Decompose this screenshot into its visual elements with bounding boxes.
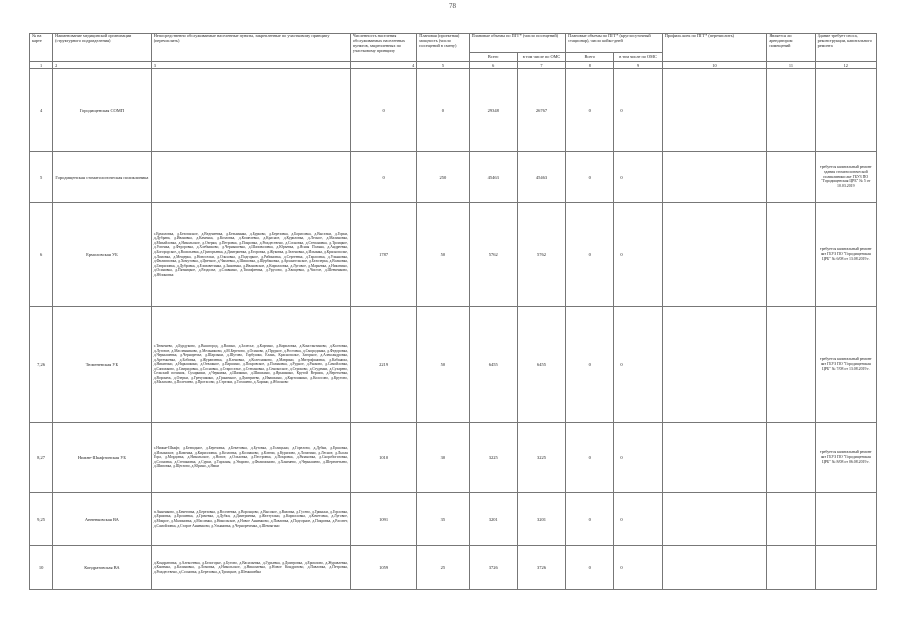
row-number: 7,26 bbox=[30, 307, 53, 423]
population-value: 1787 bbox=[350, 203, 416, 307]
served-points: с.Тюменево, д.Бурдуково, д.Вышгород, д.Васино, д.Залесье, д.Каргино, д.Кириловка, д.Константиново, д.Колтовка, д.Луговое, д.Масленниково, д.Мельниково, д.М.Березово, д.Осиново, д.Прудное, д.Ростовка, д.Смородинка, д.Федоровка, д.Чернышевка, д.Черноречье, д.Шарлыки, д.Шутово, Горбушки, Елань, Краснополье, Загорное, д.Александровка, д.Артемьевка, д.Бобовка, д.Журавлевка, д.Кленовка, д.Колесниково, д.Маврино, д.Митрофановка, д.Кабаниха, д.Никитино, д.Нарышкино, д.Отважное, д.Паршино, д.Покровское, д.Поляковка, д.Рудное, д.Рыжово, д.Самойловка, д.Сапожково, д.Свиридовка, д.Сосновка, д.Староселье, д.Степановка, д.Сенокосное, д.Строково, д.Студенки, д.Сухарево, Сельский починок, Сухарники, д.Чернявка, д.Шапкино, д.Шишкино, д.Ярышкино, Крутой Вершок, д.Веретьевка, д.Воронеж, д.Озерки, д.Гречушкино, д.Граничное, д.Дмитриево, д.Ивашкино, д.Картошкино, д.Колосово, д.Крутово, д.Малахово, д.Полетаево, д.Протасово, д.Стрелки, д.Тогашево, д.Харино, д.Яблоново bbox=[151, 307, 350, 423]
inpatient-oms-value: 0 bbox=[614, 423, 662, 493]
column-number: 1 bbox=[30, 62, 53, 69]
column-number: 10 bbox=[662, 62, 767, 69]
repair-note bbox=[815, 493, 876, 546]
profile-value bbox=[662, 307, 767, 423]
capacity-value: 30 bbox=[417, 423, 469, 493]
column-number: 2 bbox=[53, 62, 152, 69]
volume-oms-value: 6455 bbox=[517, 307, 565, 423]
served-points: п.Анненково, д.Бекетовка, д.Березовка, д.Волчеевка, д.Воронцово, д.Высокое, д.Вязовка, д.Гусево, д.Гриньки, д.Горловка, д.Ершовка, д.Ерошевка, д.Грачевка, д.Дубки, д.Дмитриевка, д.Желтухино, д.Кирилловка, д.Кочетовка, д.Луговое, д.Мокрое, д.Малиновка, д.Масленка, д.Никольское, д.Новое Анненково, д.Павловка, д.Подгорное, д.Покровка, д.Рассвет, д.Самойловка, д.Старое Анненково, д.Ульяновка, д.Чернореченка, д.Шевлягино bbox=[151, 493, 350, 546]
row-number: 5 bbox=[30, 152, 53, 203]
profile-value bbox=[662, 493, 767, 546]
arrears-value bbox=[767, 69, 815, 152]
profile-value bbox=[662, 69, 767, 152]
row-number: 10 bbox=[30, 546, 53, 590]
repair-note: требуется капитальный ремонт акт ГБУЗ ПО "Городищенская ЦРБ" № 6/08 от 13.08.2019 г. bbox=[815, 203, 876, 307]
header-arrears: Является ли арендатором помещений bbox=[767, 34, 815, 62]
table-row bbox=[30, 203, 877, 307]
repair-note: требуется капитальный ремонт здания стоматологической поликлиники акт ГБУЗ ПО "Городищенская ЦРБ" № 5 от 10.03.2019 bbox=[815, 152, 876, 203]
header-profile: Профиль коек по ПГГ* (перечислить) bbox=[662, 34, 767, 62]
volume-total-value: 29348 bbox=[469, 69, 517, 152]
header-num: № на карте bbox=[30, 34, 53, 62]
volume-oms-value: 3201 bbox=[517, 493, 565, 546]
org-name: Тюменевская УБ bbox=[53, 307, 152, 423]
header-capacity: Плановая (проектная) мощность (число посещений в смену) bbox=[417, 34, 469, 62]
profile-value bbox=[662, 546, 767, 590]
table-row bbox=[30, 307, 877, 423]
table-row bbox=[30, 69, 877, 152]
volume-total-value: 6455 bbox=[469, 307, 517, 423]
repair-note: требуется капитальный ремонт акт ГБУЗ ПО "Городищенская ЦРБ" № 8/08 от 06.08.2019 г. bbox=[815, 423, 876, 493]
column-number: 3 bbox=[151, 62, 350, 69]
arrears-value bbox=[767, 152, 815, 203]
capacity-value: 25 bbox=[417, 546, 469, 590]
header-inpatient-total: Всего bbox=[566, 53, 614, 62]
served-points bbox=[151, 152, 350, 203]
column-number: 8 bbox=[566, 62, 614, 69]
column-number: 7 bbox=[517, 62, 565, 69]
inpatient-oms-value: 0 bbox=[614, 493, 662, 546]
volume-total-value: 45463 bbox=[469, 152, 517, 203]
population-value: 0 bbox=[350, 69, 416, 152]
org-name: Городищенская стоматологическая поликлиника bbox=[53, 152, 152, 203]
page-number: 78 bbox=[449, 2, 456, 10]
inpatient-total-value: 0 bbox=[566, 493, 614, 546]
row-number: 4 bbox=[30, 69, 53, 152]
volume-total-value: 3225 bbox=[469, 423, 517, 493]
arrears-value bbox=[767, 493, 815, 546]
header-org: Наименование медицинской организации (структурного подразделения) bbox=[53, 34, 152, 62]
inpatient-total-value: 0 bbox=[566, 307, 614, 423]
column-number: 9 bbox=[614, 62, 662, 69]
volume-total-value: 5762 bbox=[469, 203, 517, 307]
row-number: 8,27 bbox=[30, 423, 53, 493]
profile-value bbox=[662, 152, 767, 203]
header-volumes-oms: в том числе по ОМС bbox=[517, 53, 565, 62]
capacity-value: 35 bbox=[417, 493, 469, 546]
header-volumes-total: Всего bbox=[469, 53, 517, 62]
arrears-value bbox=[767, 423, 815, 493]
served-points: д.Кондратовка, д.Алексеевка, д.Белогорье, д.Бутово, д.Васильевка, д.Гурьевка, д.Дмитровка, д.Ермолово, д.Журавлевка, д.Каменка, д.Калиновка, д.Ломовка, д.Никольское, д.Николаевка, д.Новое Кондратово, д.Павловка, д.Петровка, д.Рождествено, д.Сосновка, д.Березовка, д.Троицкое, д.Шемышейка bbox=[151, 546, 350, 590]
inpatient-total-value: 0 bbox=[566, 423, 614, 493]
org-name: Ермоловская УБ bbox=[53, 203, 152, 307]
population-value: 2219 bbox=[350, 307, 416, 423]
header-inpatient-oms: в том числе по ОМС bbox=[614, 53, 662, 62]
inpatient-total-value: 0 bbox=[566, 152, 614, 203]
column-number: 4 bbox=[350, 62, 416, 69]
repair-note: требуется капитальный ремонт акт ГБУЗ ПО "Городищенская ЦРБ" № 7/08 от 13.08.2019 г. bbox=[815, 307, 876, 423]
column-number: 12 bbox=[815, 62, 876, 69]
served-points bbox=[151, 69, 350, 152]
volume-oms-value: 3726 bbox=[517, 546, 565, 590]
inpatient-oms-value: 0 bbox=[614, 307, 662, 423]
volume-oms-value: 3225 bbox=[517, 423, 565, 493]
volume-oms-value: 5762 bbox=[517, 203, 565, 307]
row-number: 9,25 bbox=[30, 493, 53, 546]
inpatient-oms-value: 0 bbox=[614, 69, 662, 152]
table-row bbox=[30, 546, 877, 590]
inpatient-total-value: 0 bbox=[566, 203, 614, 307]
arrears-value bbox=[767, 307, 815, 423]
header-points: Непосредственно обслуживаемые населенные пункты, закрепленные по участковому принципу (перечислить) bbox=[151, 34, 350, 62]
header-population: Численность населения обслуживаемых населенных пунктов, закрепленных по участковому принципу bbox=[350, 34, 416, 62]
org-name: Городищенская СОМП bbox=[53, 69, 152, 152]
population-value: 1010 bbox=[350, 423, 416, 493]
profile-value bbox=[662, 423, 767, 493]
served-points: с.Нижне-Шкафт, д.Безводное, д.Березовка, д.Бекетовка, д.Бутовка, д.Голицыно, д.Горелово, д.Дубки, д.Ершовка, д.Ильинское, д.Каменка, д.Кирилловка, д.Козловка, д.Колпаково, д.Ключи, д.Курилово, д.Лопатино, д.Лесное, д.Лысая Гора, д.Мордовка, д.Никольское, д.Новое, д.Ольховка, д.Пестровка, д.Покровка, д.Рязановка, д.Скоробогатовка, д.Сосновка, д.Степановка, д.Сурки, д.Тарханы, д.Уварово, д.Филимоново, д.Ханенево, д.Чернышево, д.Шереметьево, д.Шиповка, д.Щеглово, д.Юрино, д.Ямки bbox=[151, 423, 350, 493]
org-name: Кондратовская ВА bbox=[53, 546, 152, 590]
population-value: 1059 bbox=[350, 546, 416, 590]
org-name: Анненковская ВА bbox=[53, 493, 152, 546]
column-number: 11 bbox=[767, 62, 815, 69]
table-row bbox=[30, 423, 877, 493]
inpatient-oms-value: 0 bbox=[614, 152, 662, 203]
inpatient-oms-value: 0 bbox=[614, 546, 662, 590]
table-row bbox=[30, 493, 877, 546]
header-inpatient: Плановые объемы по ПГГ* (круглосуточный стационар), число койко-дней bbox=[566, 34, 663, 53]
facility-table bbox=[29, 33, 877, 590]
capacity-value: 250 bbox=[417, 152, 469, 203]
arrears-value bbox=[767, 203, 815, 307]
population-value: 1091 bbox=[350, 493, 416, 546]
repair-note bbox=[815, 546, 876, 590]
volume-oms-value: 45463 bbox=[517, 152, 565, 203]
column-number: 5 bbox=[417, 62, 469, 69]
volume-total-value: 3201 bbox=[469, 493, 517, 546]
inpatient-oms-value: 0 bbox=[614, 203, 662, 307]
capacity-value: 0 bbox=[417, 69, 469, 152]
served-points: с.Ермоловка, д.Безопасное, д.Веденеевка, д.Безымянка, д.Бурково, д.Березовка, д.Борисовка, д.Выселки, д.Горки, д.Дубрава, д.Ивановка, д.Каменка, д.Козловка, д.Кошелевка, д.Красное, д.Куриловка, д.Лесное, д.Малиновка, д.Михайловка, д.Никольское, д.Озерки, д.Петровка, д.Покровка, д.Рождествено, д.Сосновка, д.Степановка, д.Троицкое, д.Успенка, д.Федоровка, д.Хлебниково, д.Чернышевка, д.Шаповаловка, д.Юрьевка, д.Ясная Поляна, д.Андреевка, д.Богородское, д.Васильевка, д.Григорьевка, д.Дмитриевка, д.Егоровка, д.Жуковка, д.Зеленовка, д.Ильинка, д.Краснополье, д.Ломовка, д.Мещерка, д.Новоселки, д.Ольховка, д.Подгорное, д.Рябиновка, д.Сергеевка, д.Тарасовка, д.Ульяновка, д.Филипповка, д.Хомутовка, д.Цветное, д.Чапаевка, д.Шишовка, д.Щербаковка, д.Архангельское, д.Белозерка, д.Волковка, д.Гавриловка, д.Дубровка, д.Елизаветинка, д.Знаменка, д.Ивановское, д.Кирилловка, д.Луговое, д.Марьевка, д.Никитино, д.Осиновка, д.Пятницкое, д.Раздолье, д.Славкино, д.Тимофеевка, д.Урусово, д.Хвощевка, д.Чистое, д.Шевченково, д.Яблоновка bbox=[151, 203, 350, 307]
inpatient-total-value: 0 bbox=[566, 69, 614, 152]
column-number: 6 bbox=[469, 62, 517, 69]
org-name: Нижне-Шкафтинская УБ bbox=[53, 423, 152, 493]
header-volumes: Плановые объемы по ПГГ* (число посещений) bbox=[469, 34, 566, 53]
arrears-value bbox=[767, 546, 815, 590]
row-number: 6 bbox=[30, 203, 53, 307]
repair-note bbox=[815, 69, 876, 152]
inpatient-total-value: 0 bbox=[566, 546, 614, 590]
capacity-value: 50 bbox=[417, 203, 469, 307]
column-numbers-row bbox=[30, 62, 877, 69]
profile-value bbox=[662, 203, 767, 307]
header-repair: Здание требует сноса, реконструкции, капитального ремонта bbox=[815, 34, 876, 62]
capacity-value: 50 bbox=[417, 307, 469, 423]
population-value: 0 bbox=[350, 152, 416, 203]
table-row bbox=[30, 152, 877, 203]
volume-oms-value: 26767 bbox=[517, 69, 565, 152]
volume-total-value: 3726 bbox=[469, 546, 517, 590]
